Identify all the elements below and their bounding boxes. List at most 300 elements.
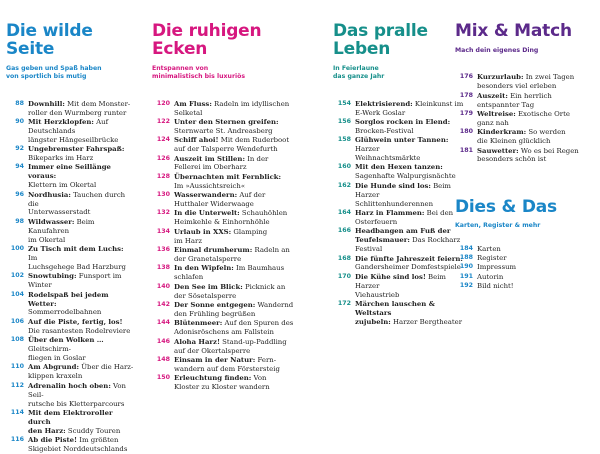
list-item[interactable] xyxy=(333,136,471,163)
entry-line xyxy=(477,245,595,254)
page-number: 158 xyxy=(337,136,351,144)
entry-text xyxy=(477,92,595,110)
list-item[interactable] xyxy=(152,283,297,301)
page-number: 181 xyxy=(459,146,473,154)
entry-description: Autorin xyxy=(477,272,504,281)
entry-text xyxy=(355,255,471,273)
entry-text xyxy=(477,128,595,146)
list-item[interactable] xyxy=(6,291,134,318)
entry-description: Schlittenhunderennen xyxy=(355,199,434,208)
entry-description: Weihnachtsmärkte xyxy=(355,154,421,163)
page-number: 191 xyxy=(459,272,473,280)
entry-text xyxy=(174,283,297,301)
entry-list xyxy=(152,100,297,393)
column-4 xyxy=(455,22,595,292)
page-number: 106 xyxy=(10,317,24,325)
list-item[interactable] xyxy=(6,436,134,454)
entry-text xyxy=(174,356,297,374)
entry-description: den Frühling begrüßen xyxy=(174,309,256,318)
entry-line xyxy=(174,127,297,136)
section-mix xyxy=(455,22,595,164)
entry-description: Auf den Spuren des xyxy=(222,319,294,328)
entry-line xyxy=(355,209,471,218)
list-item[interactable] xyxy=(455,147,595,165)
entry-text xyxy=(477,282,595,291)
entry-description: Register xyxy=(477,254,507,263)
page-number: 100 xyxy=(10,245,24,253)
entry-line xyxy=(174,310,297,319)
entry-description: Beim Harzer xyxy=(355,181,451,199)
page-number: 178 xyxy=(459,91,473,99)
entry-line xyxy=(355,109,471,118)
list-item[interactable] xyxy=(6,191,134,218)
entry-description: Bikeparks im Harz xyxy=(28,154,94,163)
entry-headline: Am Fluss: xyxy=(174,99,212,108)
entry-line xyxy=(28,308,134,317)
section-subtitle-line: von sportlich bis mutig xyxy=(6,73,87,81)
list-item[interactable] xyxy=(6,100,134,118)
entry-description: Festival xyxy=(355,245,383,254)
entry-line xyxy=(355,255,471,264)
section-title xyxy=(455,22,595,40)
entry-description: rutsche bis Kletterparcours xyxy=(28,399,125,408)
entry-list xyxy=(6,100,134,454)
page-number: 112 xyxy=(10,381,24,389)
section-subtitle-line: Entspannen von xyxy=(152,65,209,72)
list-item[interactable] xyxy=(455,273,595,282)
list-item[interactable] xyxy=(152,356,297,374)
entry-line xyxy=(174,255,297,264)
entry-description: wandern auf dem Förstersteig xyxy=(174,364,280,373)
entry-headline: Adrenalin hoch oben: xyxy=(28,381,111,390)
list-item[interactable] xyxy=(152,338,297,356)
entry-description: Mit dem Monster- xyxy=(64,99,131,108)
list-item[interactable] xyxy=(6,163,134,190)
entry-line xyxy=(477,137,595,146)
entry-list xyxy=(455,73,595,164)
entry-line xyxy=(355,300,471,318)
entry-line xyxy=(355,172,471,181)
list-item[interactable] xyxy=(455,92,595,110)
page-number: 114 xyxy=(10,408,24,416)
list-item[interactable] xyxy=(455,110,595,128)
entry-description: Heimkehle & Einhornhöhle xyxy=(174,218,270,227)
entry-description: Mit dem Ruderboot xyxy=(218,136,290,145)
entry-description: Die rasantesten Rodelreviere xyxy=(28,326,131,335)
entry-line xyxy=(355,245,471,254)
entry-text xyxy=(174,338,297,356)
entry-text xyxy=(477,245,595,254)
entry-line xyxy=(174,218,297,227)
entry-description: Adonisröschens am Fallstein xyxy=(174,328,274,337)
entry-line xyxy=(477,263,595,272)
page-number: 154 xyxy=(337,99,351,107)
page-number: 138 xyxy=(156,264,170,272)
entry-description: Exotische Orte xyxy=(515,109,570,118)
page-number: 179 xyxy=(459,109,473,117)
list-item[interactable] xyxy=(152,209,297,227)
section-title-line: Seite xyxy=(6,39,55,59)
entry-description: Harzer xyxy=(355,145,380,154)
entry-description: Picknick an xyxy=(242,282,286,291)
section-title-line: Das pralle xyxy=(333,21,428,41)
entry-headline: Unter den Sternen greifen: xyxy=(174,117,279,126)
entry-headline: Teufelsmauer: xyxy=(355,236,410,245)
section-subtitle-line: In Feierlaune xyxy=(333,65,379,72)
list-item[interactable] xyxy=(333,100,471,118)
entry-headline: Snowtubing: xyxy=(28,272,77,281)
entry-headline: den Harz: xyxy=(28,426,66,435)
list-item[interactable] xyxy=(152,191,297,209)
entry-headline: Blütenmeer: xyxy=(174,319,223,328)
list-item[interactable] xyxy=(333,182,471,209)
list-item[interactable] xyxy=(6,118,134,145)
entry-line xyxy=(28,109,134,118)
entry-headline: Auf die Piste, fertig, los! xyxy=(28,317,123,326)
page-number: 122 xyxy=(156,117,170,125)
entry-list xyxy=(455,245,595,292)
entry-headline: Übernachten mit Fernblick: xyxy=(174,172,282,181)
entry-line xyxy=(174,365,297,374)
section-subtitle xyxy=(152,65,297,82)
entry-headline: Die fünfte Jahreszeit feiern: xyxy=(355,254,463,263)
list-item[interactable] xyxy=(333,300,471,327)
entry-description: Radeln an xyxy=(252,246,290,255)
section-subtitle-line: Gas geben und Spaß haben xyxy=(6,65,102,72)
page-number: 184 xyxy=(459,244,473,252)
entry-text xyxy=(174,228,297,246)
page-number: 96 xyxy=(15,190,24,198)
section-life xyxy=(333,22,471,327)
list-item[interactable] xyxy=(333,227,471,254)
entry-text xyxy=(477,147,595,165)
page-number: 176 xyxy=(459,73,473,81)
entry-line xyxy=(477,254,595,263)
list-item[interactable] xyxy=(6,245,134,272)
list-item[interactable] xyxy=(6,363,134,381)
entry-line xyxy=(28,445,134,454)
entry-description: Selketal xyxy=(174,108,203,117)
entry-headline: Den See im Blick: xyxy=(174,282,243,291)
entry-description: Das Rockharz xyxy=(409,236,461,245)
entry-description: Brocken-Festival xyxy=(355,126,414,135)
entry-line xyxy=(174,100,297,109)
page-number: 110 xyxy=(10,363,24,371)
page-number: 192 xyxy=(459,282,473,290)
entry-description: Impressum xyxy=(477,263,517,272)
list-item[interactable] xyxy=(333,163,471,181)
entry-description: Im Baumhaus xyxy=(233,264,285,273)
entry-description: Ein herrlich xyxy=(507,91,552,100)
entry-line xyxy=(28,363,134,372)
page-number: 160 xyxy=(337,163,351,171)
entry-line xyxy=(477,82,595,91)
entry-line xyxy=(28,291,134,309)
entry-line xyxy=(355,136,471,154)
entry-text xyxy=(174,118,297,136)
entry-line xyxy=(355,236,471,245)
entry-description: schlafen xyxy=(174,273,204,282)
entry-line xyxy=(174,301,297,310)
section-subtitle xyxy=(333,65,471,82)
entry-headline: Kurzurlaub: xyxy=(477,73,524,82)
entry-description: Sommerrodelbahnen xyxy=(28,308,102,317)
section-subtitle-line: Karten, Register & mehr xyxy=(455,222,541,230)
page-number: 134 xyxy=(156,227,170,235)
entry-line xyxy=(174,209,297,218)
list-item[interactable] xyxy=(6,145,134,163)
entry-text xyxy=(28,436,134,454)
entry-description: Im xyxy=(28,254,38,262)
section-title-line: Leben xyxy=(333,39,391,59)
entry-text xyxy=(355,136,471,163)
section-subtitle xyxy=(6,65,134,82)
entry-line xyxy=(355,291,471,300)
section-subtitle-line: minimalistisch bis luxuriös xyxy=(152,73,246,81)
entry-description: klippen kraxeln xyxy=(28,372,83,381)
entry-headline: Auszeit: xyxy=(477,91,508,100)
entry-text xyxy=(355,300,471,327)
entry-description: Gandersheimer Domfestspiele xyxy=(355,263,461,272)
list-item[interactable] xyxy=(333,273,471,300)
list-item[interactable] xyxy=(6,409,134,436)
page-number: 102 xyxy=(10,272,24,280)
entry-description: Von Seil- xyxy=(28,381,126,399)
entry-headline: Ab die Piste! xyxy=(28,436,78,445)
entry-headline: Urlaub in XXS: xyxy=(174,227,232,236)
entry-text xyxy=(174,191,297,209)
page-number: 150 xyxy=(156,374,170,382)
entry-headline: Märchen lauschen & Weltstars xyxy=(355,300,435,317)
entry-line xyxy=(174,319,297,328)
page-number: 124 xyxy=(156,136,170,144)
entry-description: Im größten xyxy=(77,436,119,445)
entry-text xyxy=(174,246,297,264)
entry-description: Wo es bei Regen xyxy=(518,146,579,155)
list-item[interactable] xyxy=(455,254,595,263)
entry-description: So werden xyxy=(526,128,566,137)
entry-description: Sagenhafte Walpurgisnächte xyxy=(355,172,456,181)
page-number: 164 xyxy=(337,208,351,216)
list-item[interactable] xyxy=(333,118,471,136)
entry-line xyxy=(174,200,297,209)
entry-text xyxy=(28,218,134,245)
list-item[interactable] xyxy=(152,100,297,118)
page-number: 116 xyxy=(10,436,24,444)
entry-description: Tauchen durch die xyxy=(28,190,126,208)
entry-line xyxy=(28,409,134,427)
page-number: 98 xyxy=(15,217,24,225)
entry-headline: Wildwasser: xyxy=(28,217,75,226)
entry-text xyxy=(28,363,134,381)
page-number: 166 xyxy=(337,227,351,235)
entry-text xyxy=(174,319,297,337)
entry-line xyxy=(28,436,134,445)
list-item[interactable] xyxy=(152,264,297,282)
entry-description: Sternwarte St. Andreasberg xyxy=(174,126,273,135)
list-item[interactable] xyxy=(152,228,297,246)
entry-list xyxy=(333,100,471,327)
column-3 xyxy=(333,22,471,327)
entry-line xyxy=(174,292,297,301)
entry-headline: Immer eine Seillänge voraus: xyxy=(28,163,111,181)
entry-line xyxy=(355,318,471,327)
entry-description: entspannter Tag xyxy=(477,100,535,109)
entry-description: Über die Harz- xyxy=(79,363,134,372)
entry-text xyxy=(355,227,471,254)
entry-line xyxy=(174,338,297,347)
entry-description: Von xyxy=(251,374,267,383)
list-item[interactable] xyxy=(152,118,297,136)
entry-description: auf der Okertalsperre xyxy=(174,346,251,355)
entry-description: Beim Harzer xyxy=(355,272,446,290)
entry-line xyxy=(28,163,134,181)
entry-headline: zujubeln: xyxy=(355,317,391,326)
list-item[interactable] xyxy=(455,245,595,254)
list-item[interactable] xyxy=(6,218,134,245)
page-number: 108 xyxy=(10,336,24,344)
page-number: 92 xyxy=(15,145,24,153)
page-number: 146 xyxy=(156,337,170,345)
entry-headline: Über den Wolken … xyxy=(28,336,104,345)
entry-line xyxy=(28,327,134,336)
entry-line xyxy=(174,347,297,356)
list-item[interactable] xyxy=(455,73,595,91)
list-item[interactable] xyxy=(152,173,297,191)
entry-line xyxy=(477,282,595,291)
entry-line xyxy=(28,281,134,290)
entry-line xyxy=(174,228,297,237)
entry-text xyxy=(355,100,471,118)
page-number: 148 xyxy=(156,355,170,363)
entry-line xyxy=(28,100,134,109)
section-subtitle-line: Mach dein eigenes Ding xyxy=(455,47,539,54)
section-subtitle xyxy=(455,222,595,230)
list-item[interactable] xyxy=(152,246,297,264)
entry-headline: Mit den Hexen tanzen: xyxy=(355,163,443,172)
entry-description: In zwei Tagen xyxy=(523,73,575,82)
entry-line xyxy=(174,246,297,255)
page-number: 170 xyxy=(337,272,351,280)
entry-line xyxy=(28,336,134,354)
entry-headline: Mit Herzklopfen: xyxy=(28,117,94,126)
entry-line xyxy=(477,128,595,137)
entry-description: In der xyxy=(245,154,269,163)
entry-description: Hutthaler Widerwaage xyxy=(174,200,254,209)
entry-headline: Weltreise: xyxy=(477,109,516,118)
entry-description: E-Werk Goslar xyxy=(355,108,406,117)
page-number: 168 xyxy=(337,254,351,262)
section-title xyxy=(152,22,297,58)
entry-description: Scuddy Touren xyxy=(65,426,121,435)
list-item[interactable] xyxy=(333,255,471,273)
entry-line xyxy=(28,118,134,136)
entry-description: Luchsgehege Bad Harzburg xyxy=(28,262,126,271)
entry-description: Glamping xyxy=(231,227,268,236)
entry-description: besonders viel erleben xyxy=(477,82,557,91)
entry-text xyxy=(477,263,595,272)
entry-line xyxy=(174,383,297,392)
entry-line xyxy=(174,182,297,191)
entry-text xyxy=(174,264,297,282)
entry-headline: Downhill: xyxy=(28,99,65,108)
entry-line xyxy=(355,163,471,172)
entry-description: Stand-up-Paddling xyxy=(219,337,287,346)
page-number: 130 xyxy=(156,191,170,199)
entry-description: Viehaustrieb xyxy=(355,290,400,299)
entry-description: Gleitschirm- xyxy=(28,345,71,354)
list-item[interactable] xyxy=(6,382,134,409)
list-item[interactable] xyxy=(6,336,134,363)
entry-line xyxy=(174,145,297,154)
list-item[interactable] xyxy=(152,374,297,392)
list-item[interactable] xyxy=(455,263,595,272)
entry-line xyxy=(174,136,297,145)
entry-line xyxy=(174,328,297,337)
column-2 xyxy=(152,22,297,393)
entry-headline: Glühwein unter Tannen: xyxy=(355,136,449,145)
list-item[interactable] xyxy=(152,136,297,154)
entry-description: im Harz xyxy=(174,236,202,245)
entry-description: Funsport im xyxy=(76,272,122,281)
entry-line xyxy=(28,400,134,409)
list-item[interactable] xyxy=(152,319,297,337)
entry-description: fliegen in Goslar xyxy=(28,353,86,362)
entry-line xyxy=(477,119,595,128)
entry-line xyxy=(28,272,134,281)
page-number: 180 xyxy=(459,128,473,136)
entry-text xyxy=(28,272,134,290)
entry-text xyxy=(477,254,595,263)
entry-description: Auf der xyxy=(237,191,266,200)
entry-line xyxy=(355,227,471,236)
section-title-line: Ecken xyxy=(152,39,208,59)
entry-line xyxy=(355,127,471,136)
list-item[interactable] xyxy=(6,318,134,336)
entry-headline: Harz in Flammen: xyxy=(355,208,425,217)
entry-line xyxy=(174,356,297,365)
entry-headline: Zu Tisch mit dem Luchs: xyxy=(28,245,124,254)
entry-text xyxy=(28,382,134,409)
entry-text xyxy=(28,163,134,190)
entry-text xyxy=(174,301,297,319)
entry-description: auf der Talsperre Wendefurth xyxy=(174,145,278,154)
list-item[interactable] xyxy=(152,301,297,319)
list-item[interactable] xyxy=(455,282,595,291)
entry-description: Radeln im idyllischen xyxy=(211,99,290,108)
entry-text xyxy=(28,409,134,436)
entry-line xyxy=(174,155,297,164)
list-item[interactable] xyxy=(6,272,134,290)
entry-description: der Granetalsperre xyxy=(174,255,242,263)
entry-line xyxy=(355,118,471,127)
page-number: 132 xyxy=(156,209,170,217)
entry-line xyxy=(28,208,134,217)
list-item[interactable] xyxy=(152,155,297,173)
entry-line xyxy=(477,101,595,110)
list-item[interactable] xyxy=(333,209,471,227)
entry-text xyxy=(174,100,297,118)
entry-line xyxy=(28,218,134,236)
entry-text xyxy=(174,209,297,227)
section-title-line: Dies & Das xyxy=(455,197,557,218)
entry-text xyxy=(28,336,134,363)
page-number: 144 xyxy=(156,319,170,327)
list-item[interactable] xyxy=(455,128,595,146)
entry-description: Winter xyxy=(28,281,52,290)
entry-text xyxy=(355,182,471,209)
entry-line xyxy=(174,264,297,273)
